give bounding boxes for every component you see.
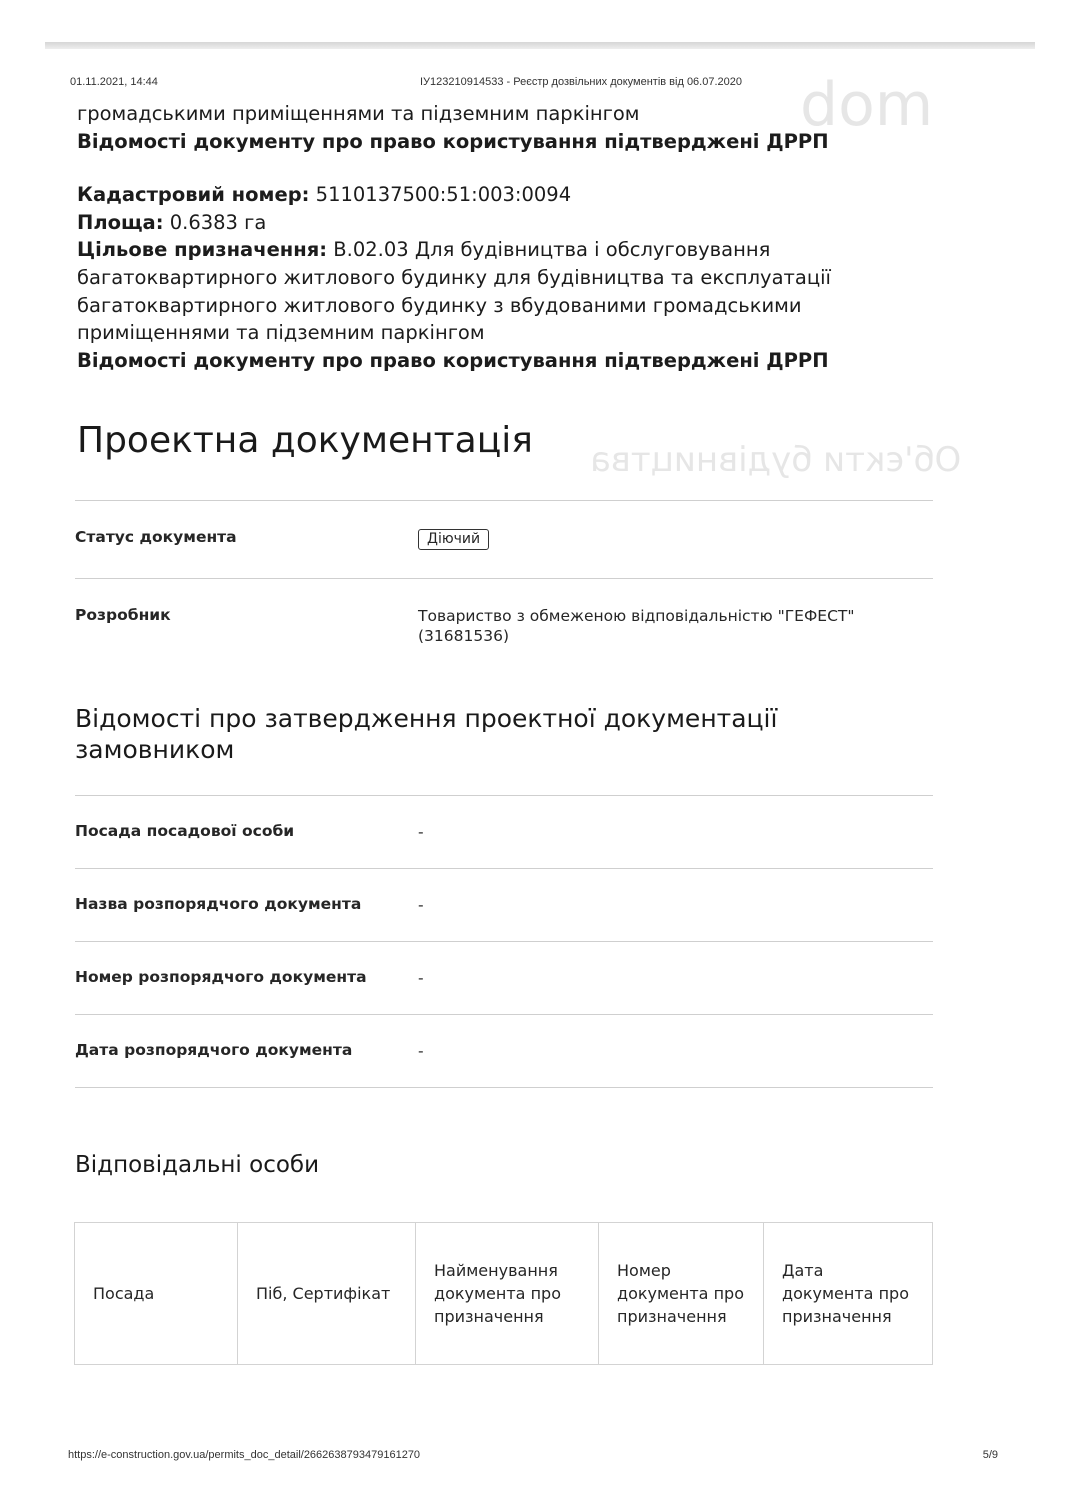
status-value [418,528,489,550]
approval-row-value: - [418,969,424,987]
area-label: Площа: [77,210,164,234]
land-text-line: громадськими приміщеннями та підземним паркінгом [77,102,640,125]
purpose-value: В.02.03 Для будівництва і обслуговування [333,238,771,262]
purpose-continuation: багатоквартирного житлового будинку для будівництва та експлуатації [77,265,831,289]
column-header-name-certificate: Піб, Сертифікат [238,1223,416,1365]
print-datetime: 01.11.2021, 14:44 [70,76,158,88]
approval-row-label: Посада посадової особи [75,822,295,840]
approval-title-line: замовником [75,735,235,764]
developer-value [418,606,855,646]
responsible-persons-table [74,1222,933,1365]
divider [75,941,933,942]
area-value: 0.6383 га [169,210,267,234]
divider [75,795,933,796]
divider [75,1087,933,1088]
ownership-confirmation: Відомості документу про право користування підтверджені ДРРП [77,348,829,372]
approval-row-value: - [418,896,424,914]
table-header-row [75,1223,933,1365]
cadastral-label: Кадастровий номер: [77,183,310,207]
developer-label: Розробник [75,606,171,624]
approval-row-value: - [418,823,424,841]
cadastral-number-row [77,181,957,209]
section-title-responsible: Відповідальні особи [75,1152,320,1178]
print-header [70,76,1010,92]
purpose-label: Цільове призначення: [77,238,328,262]
divider [75,500,933,501]
ownership-confirmation: Відомості документу про право користування підтверджені ДРРП [77,129,829,153]
cadastral-value: 5110137500:51:003:0094 [315,183,572,207]
developer-code: (31681536) [418,627,509,645]
divider [75,578,933,579]
status-badge: Діючий [418,529,489,550]
column-header-position: Посада [75,1223,238,1365]
print-footer [68,1449,998,1465]
bleed-through-heading: Об'єкти будівництва [590,440,962,480]
approval-row-label: Номер розпорядчого документа [75,968,367,986]
print-title: ІУ123210914533 - Реєстр дозвільних документів від 06.07.2020 [420,76,742,88]
divider [75,1014,933,1015]
column-header-appointment-doc-date: Дата документа про призначення [764,1223,933,1365]
approval-row-label: Назва розпорядчого документа [75,895,362,913]
approval-row-label: Дата розпорядчого документа [75,1041,353,1059]
bleed-through-logo: dom [800,70,934,140]
column-header-appointment-doc-number: Номер документа про призначення [599,1223,764,1365]
section-title-approval [75,703,777,765]
land-plot-info [77,100,957,374]
scan-edge [45,42,1035,49]
area-row [77,209,957,237]
column-header-appointment-doc-name: Найменування документа про призначення [416,1223,599,1365]
purpose-row [77,236,957,264]
status-label: Статус документа [75,528,237,546]
page-number: 5/9 [982,1449,998,1461]
purpose-continuation: багатоквартирного житлового будинку з вбудованими громадськими [77,293,802,317]
approval-row-value: - [418,1042,424,1060]
developer-name: Товариство з обмеженою відповідальністю "ГЕФЕСТ" [418,607,855,625]
divider [75,868,933,869]
page-url: https://e-construction.gov.ua/permits_doc_detail/2662638793479161270 [68,1449,421,1461]
section-title-project: Проектна документація [77,420,533,461]
purpose-continuation: приміщеннями та підземним паркінгом [77,321,485,345]
approval-title-line: Відомості про затвердження проектної документації [75,704,778,733]
